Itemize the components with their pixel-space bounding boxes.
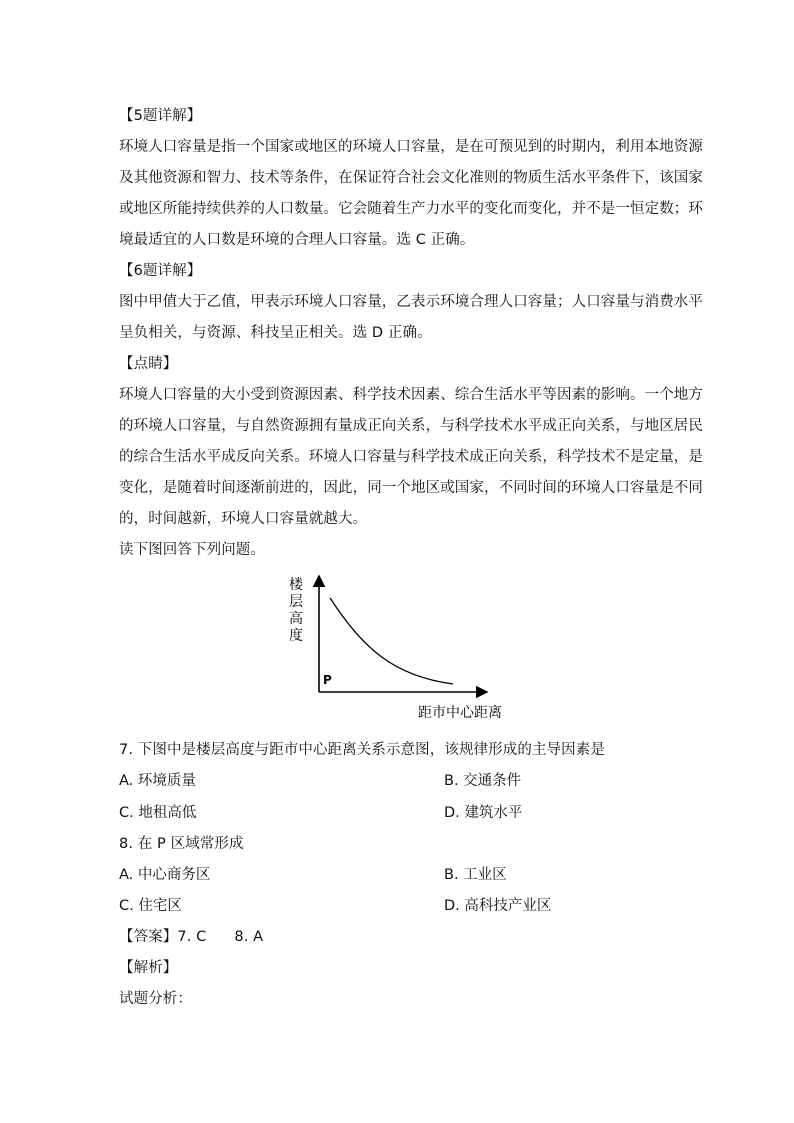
dianjing-line-3: 的综合生活水平成反向关系。环境人口容量与科学技术成正向关系，科学技术不是定量，是 [119, 449, 703, 465]
q8-option-a: A. 中心商务区 [119, 867, 211, 883]
section5-line-3: 或地区所能持续供养的人口数量。它会随着生产力水平的变化而变化，并不是一恒定数；环 [119, 201, 703, 217]
analysis-line: 试题分析： [119, 991, 192, 1007]
analysis-heading: 【解析】 [119, 960, 178, 976]
section6-line-1: 图中甲值大于乙值，甲表示环境人口容量，乙表示环境合理人口容量；人口容量与消费水平 [119, 294, 703, 310]
section5-line-2: 及其他资源和智力、技术等条件，在保证符合社会文化准则的物质生活水平条件下，该国家 [119, 170, 703, 186]
q7-option-c: C. 地租高低 [119, 805, 197, 821]
point-p-label: P [323, 673, 332, 687]
intro-text: 读下图回答下列问题。 [119, 542, 265, 558]
dianjing-line-4: 变化，是随着时间逐渐前进的，因此，同一个地区或国家，不同时间的环境人口容量是不同 [119, 480, 703, 496]
q8-option-d: D. 高科技产业区 [444, 898, 552, 914]
section5-heading: 【5题详解】 [119, 108, 202, 124]
section5-line-1: 环境人口容量是指一个国家或地区的环境人口容量，是在可预见到的时期内，利用本地资源 [119, 139, 703, 155]
floor-height-diagram [283, 568, 523, 728]
x-axis-label: 距市中心距离 [418, 705, 502, 721]
answer-q7: 7. C [177, 929, 207, 945]
y-label-char-2: 层 [289, 594, 303, 610]
q7-stem: 7. 下图中是楼层高度与距市中心距离关系示意图，该规律形成的主导因素是 [119, 742, 605, 758]
q7-option-b: B. 交通条件 [444, 773, 522, 789]
section5-line-4: 境最适宜的人口数是环境的合理人口容量。选 C 正确。 [119, 232, 475, 248]
q8-stem: 8. 在 P 区域常形成 [119, 836, 244, 852]
answer-q8: 8. A [234, 929, 264, 945]
dianjing-heading: 【点睛】 [119, 356, 178, 372]
y-label-char-3: 高 [289, 611, 303, 627]
dianjing-line-5: 的，时间越新，环境人口容量就越大。 [119, 511, 368, 527]
q7-option-a: A. 环境质量 [119, 773, 196, 789]
q8-option-c: C. 住宅区 [119, 898, 182, 914]
section6-line-2: 呈负相关，与资源、科技呈正相关。选 D 正确。 [119, 325, 432, 341]
answer-line [119, 925, 263, 946]
section6-heading: 【6题详解】 [119, 263, 202, 279]
q8-option-b: B. 工业区 [444, 867, 507, 883]
height-curve [330, 598, 453, 684]
y-label-char-1: 楼 [289, 577, 303, 593]
answer-label: 【答案】 [119, 929, 178, 945]
dianjing-line-1: 环境人口容量的大小受到资源因素、科学技术因素、综合生活水平等因素的影响。一个地方 [119, 387, 703, 403]
dianjing-line-2: 的环境人口容量，与自然资源拥有量成正向关系，与科学技术水平成正向关系，与地区居民 [119, 418, 703, 434]
q7-option-d: D. 建筑水平 [444, 805, 523, 821]
y-label-char-4: 度 [289, 628, 303, 644]
